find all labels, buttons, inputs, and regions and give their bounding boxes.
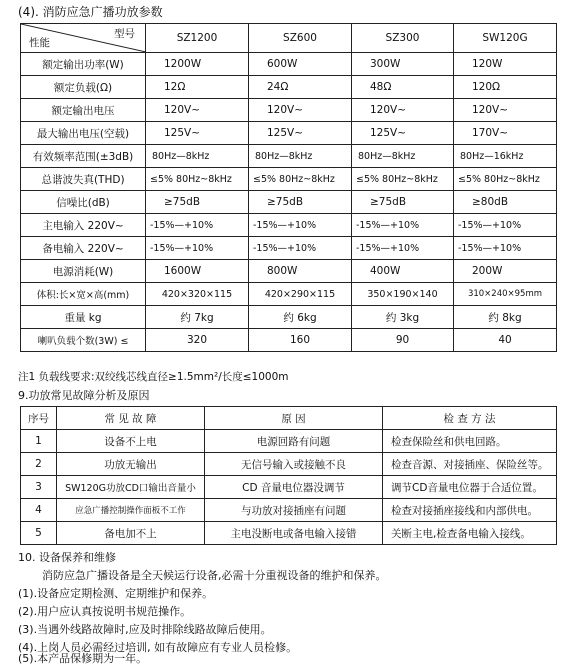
spec-label: 备电输入 220V~	[21, 237, 146, 260]
spec-value: 125V~	[146, 122, 249, 145]
spec-value: 125V~	[352, 122, 454, 145]
spec-value: 约 6kg	[249, 306, 352, 329]
spec-value: 80Hz—8kHz	[249, 145, 352, 168]
fault-header: 常 见 故 障	[57, 407, 205, 430]
fault-no: 5	[21, 522, 57, 545]
spec-row	[21, 76, 557, 99]
spec-value: 160	[249, 329, 352, 352]
spec-value: 320	[146, 329, 249, 352]
spec-row	[21, 237, 557, 260]
fault-row	[21, 522, 557, 545]
spec-value: 120Ω	[454, 76, 557, 99]
spec-row	[21, 122, 557, 145]
fault-symptom: 备电加不上	[57, 522, 205, 545]
fault-no: 1	[21, 430, 57, 453]
spec-value: 1200W	[146, 53, 249, 76]
spec-label: 喇叭负载个数(3W) ≤	[21, 329, 146, 352]
spec-value: 12Ω	[146, 76, 249, 99]
spec-value: 420×290×115	[249, 283, 352, 306]
spec-value: 120V~	[249, 99, 352, 122]
spec-value: 24Ω	[249, 76, 352, 99]
spec-row	[21, 99, 557, 122]
spec-value: 80Hz—8kHz	[146, 145, 249, 168]
spec-corner-cell	[21, 24, 146, 53]
spec-value: 350×190×140	[352, 283, 454, 306]
spec-value: 120W	[454, 53, 557, 76]
spec-value: ≤5% 80Hz~8kHz	[454, 168, 557, 191]
fault-header: 检 查 方 法	[383, 407, 557, 430]
spec-value: 48Ω	[352, 76, 454, 99]
spec-value: 120V~	[352, 99, 454, 122]
fault-header-row	[21, 407, 557, 430]
fault-row	[21, 476, 557, 499]
fault-cause: CD 音量电位器没调节	[205, 476, 383, 499]
section4-title: (4). 消防应急广播功放参数	[18, 5, 163, 19]
spec-value: ≥80dB	[454, 191, 557, 214]
spec-value: 200W	[454, 260, 557, 283]
fault-header: 序号	[21, 407, 57, 430]
spec-label: 信噪比(dB)	[21, 191, 146, 214]
maintenance-item: (4).上岗人员必需经过培训, 如有故障应有专业人员检修。	[18, 641, 298, 654]
spec-value: 120V~	[146, 99, 249, 122]
fault-no: 4	[21, 499, 57, 522]
spec-value: -15%—+10%	[352, 214, 454, 237]
fault-cause: 电源回路有问题	[205, 430, 383, 453]
note-load-wire: 注1 负载线要求:双绞线芯线直径≥1.5mm²/长度≤1000m	[18, 371, 289, 383]
fault-cause: 与功放对接插座有问题	[205, 499, 383, 522]
spec-table	[20, 23, 557, 352]
spec-value: 80Hz—16kHz	[454, 145, 557, 168]
spec-value: 420×320×115	[146, 283, 249, 306]
fault-symptom: 设备不上电	[57, 430, 205, 453]
corner-model-label: 型号	[114, 28, 135, 40]
spec-row	[21, 145, 557, 168]
spec-value: 170V~	[454, 122, 557, 145]
fault-symptom: 应急广播控制操作面板不工作	[57, 499, 205, 522]
fault-check: 检查音源、对接插座、保险丝等。	[383, 453, 557, 476]
fault-check: 关断主电,检查备电输入接线。	[383, 522, 557, 545]
spec-value: 125V~	[249, 122, 352, 145]
spec-value: 600W	[249, 53, 352, 76]
spec-value: -15%—+10%	[352, 237, 454, 260]
fault-no: 2	[21, 453, 57, 476]
spec-value: 90	[352, 329, 454, 352]
spec-value: 约 8kg	[454, 306, 557, 329]
spec-value: -15%—+10%	[249, 214, 352, 237]
model-header: SZ300	[352, 24, 454, 53]
spec-value: 约 3kg	[352, 306, 454, 329]
spec-row	[21, 260, 557, 283]
spec-value: ≤5% 80Hz~8kHz	[249, 168, 352, 191]
spec-value: 400W	[352, 260, 454, 283]
section10-intro: 消防应急广播设备是全天候运行设备,必需十分重视设备的维护和保养。	[42, 569, 387, 582]
spec-value: ≥75dB	[352, 191, 454, 214]
fault-cause: 主电没断电或备电输入接错	[205, 522, 383, 545]
spec-label: 有效频率范围(±3dB)	[21, 145, 146, 168]
spec-label: 额定输出功率(W)	[21, 53, 146, 76]
spec-value: ≥75dB	[146, 191, 249, 214]
fault-row	[21, 453, 557, 476]
fault-check: 检查对接插座接线和内部供电。	[383, 499, 557, 522]
spec-value: 约 7kg	[146, 306, 249, 329]
fault-row	[21, 430, 557, 453]
spec-label: 总谐波失真(THD)	[21, 168, 146, 191]
spec-row	[21, 53, 557, 76]
spec-label: 主电输入 220V~	[21, 214, 146, 237]
spec-value: ≤5% 80Hz~8kHz	[352, 168, 454, 191]
fault-no: 3	[21, 476, 57, 499]
spec-header-row	[21, 24, 557, 53]
spec-value: -15%—+10%	[249, 237, 352, 260]
spec-value: 800W	[249, 260, 352, 283]
fault-symptom: 功放无输出	[57, 453, 205, 476]
spec-row	[21, 283, 557, 306]
fault-row	[21, 499, 557, 522]
spec-row	[21, 329, 557, 352]
spec-value: 120V~	[454, 99, 557, 122]
spec-value: 300W	[352, 53, 454, 76]
maintenance-item: (3).当遇外线路故障时,应及时排除线路故障后使用。	[18, 623, 272, 636]
maintenance-item: (1).设备应定期检测、定期维护和保养。	[18, 587, 214, 600]
spec-row	[21, 168, 557, 191]
spec-label: 额定输出电压	[21, 99, 146, 122]
corner-performance-label: 性能	[29, 37, 50, 49]
spec-value: 310×240×95mm	[454, 283, 557, 306]
spec-value: 1600W	[146, 260, 249, 283]
spec-value: 40	[454, 329, 557, 352]
maintenance-item: (5).本产品保修期为一年。	[18, 652, 148, 665]
spec-label: 重量 kg	[21, 306, 146, 329]
spec-row	[21, 306, 557, 329]
spec-row	[21, 191, 557, 214]
maintenance-item: (2).用户应认真按说明书规范操作。	[18, 605, 192, 618]
fault-header: 原 因	[205, 407, 383, 430]
spec-value: -15%—+10%	[146, 214, 249, 237]
model-header: SW120G	[454, 24, 557, 53]
fault-cause: 无信号输入或接触不良	[205, 453, 383, 476]
fault-symptom: SW120G功放CD口输出音量小	[57, 476, 205, 499]
model-header: SZ1200	[146, 24, 249, 53]
model-header: SZ600	[249, 24, 352, 53]
fault-check: 检查保险丝和供电回路。	[383, 430, 557, 453]
spec-value: 80Hz—8kHz	[352, 145, 454, 168]
spec-label: 最大输出电压(空载)	[21, 122, 146, 145]
spec-value: -15%—+10%	[454, 214, 557, 237]
spec-value: -15%—+10%	[146, 237, 249, 260]
spec-value: -15%—+10%	[454, 237, 557, 260]
spec-value: ≥75dB	[249, 191, 352, 214]
fault-check: 调节CD音量电位器于合适位置。	[383, 476, 557, 499]
section9-title: 9.功放常见故障分析及原因	[18, 389, 150, 402]
spec-label: 体积:长×宽×高(mm)	[21, 283, 146, 306]
spec-row	[21, 214, 557, 237]
spec-value: ≤5% 80Hz~8kHz	[146, 168, 249, 191]
spec-label: 额定负载(Ω)	[21, 76, 146, 99]
section10-title: 10. 设备保养和维修	[18, 551, 116, 564]
fault-table	[20, 406, 557, 545]
spec-label: 电源消耗(W)	[21, 260, 146, 283]
